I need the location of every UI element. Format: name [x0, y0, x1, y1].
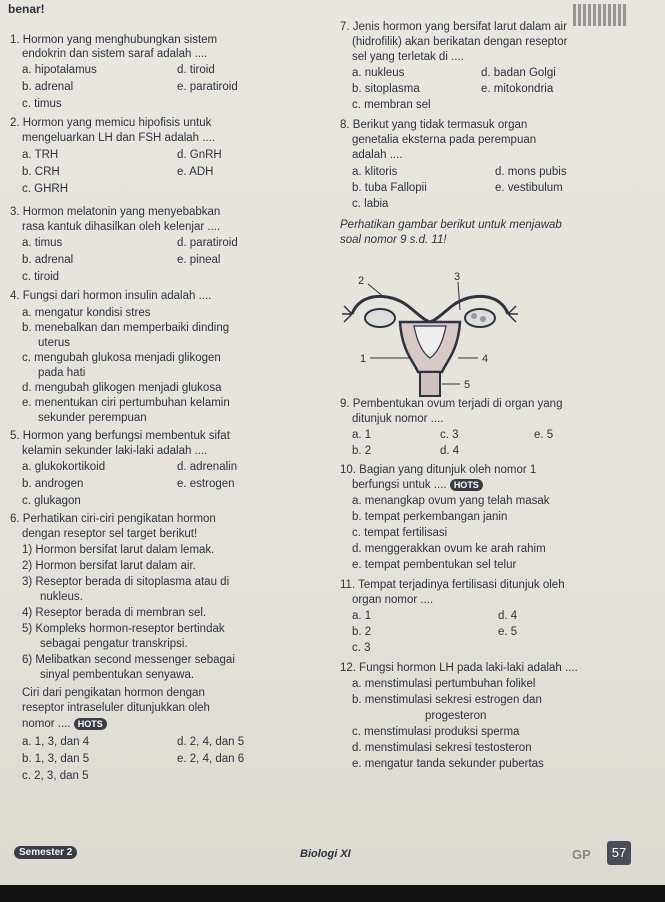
text-line: [177, 165, 213, 179]
text-line: [177, 236, 238, 250]
text-line: [177, 477, 235, 491]
text-line: [340, 218, 562, 232]
text-line-content: a. TRH: [22, 149, 59, 161]
text-line: [22, 253, 73, 267]
text-line-content: e. ADH: [177, 166, 214, 178]
text-line: [340, 233, 447, 247]
text-line-content: b. menebalkan dan memperbaiki dinding: [22, 322, 230, 334]
text-line-content: d. adrenalin: [177, 461, 238, 473]
text-line: [177, 253, 220, 267]
text-line: [10, 33, 217, 47]
text-line-content: a. glukokortikoid: [22, 461, 106, 473]
text-line-content: d. 4: [440, 445, 460, 457]
text-line-content: nukleus.: [40, 591, 83, 603]
text-line-content: 10. Bagian yang ditunjuk oleh nomor 1: [340, 464, 537, 476]
text-line: [352, 677, 535, 691]
text-line: [22, 351, 221, 365]
text-line-content: ditunjuk nomor ....: [352, 413, 444, 425]
text-line-content: d. paratiroid: [177, 237, 238, 249]
diagram-label-4: 4: [482, 353, 489, 365]
text-line: [22, 321, 229, 335]
text-line-content: c. membran sel: [352, 99, 431, 111]
page-number: 57: [607, 841, 631, 865]
text-line: [177, 148, 222, 162]
text-line-content: b. tempat perkembangan janin: [352, 511, 508, 523]
text-line: [40, 668, 194, 682]
text-line: [22, 575, 229, 589]
text-line-content: e. vestibulum: [495, 182, 563, 194]
text-line-content: b. menstimulasi sekresi estrogen dan: [352, 694, 542, 706]
text-line: [22, 236, 62, 250]
text-line: [352, 428, 371, 442]
text-line-content: rasa kantuk dihasilkan oleh kelenjar ....: [22, 221, 221, 233]
text-line: [340, 578, 565, 592]
text-line: [22, 752, 89, 766]
text-line: [22, 653, 235, 667]
text-line: [352, 50, 464, 64]
text-line: [177, 63, 215, 77]
text-line: [22, 63, 97, 77]
text-line: [177, 460, 237, 474]
text-line-content: soal nomor 9 s.d. 11!: [340, 234, 447, 246]
text-line: [352, 98, 431, 112]
text-line-content: Ciri dari pengikatan hormon dengan: [22, 687, 205, 699]
text-line-content: b. CRH: [22, 166, 60, 178]
text-line-content: e. mengatur tanda sekunder pubertas: [352, 758, 544, 770]
diagram-label-5: 5: [464, 379, 471, 391]
text-line-content: a. 1: [352, 429, 372, 441]
text-line-content: a. 1: [352, 610, 372, 622]
text-line: [22, 381, 221, 395]
text-line: [352, 542, 546, 556]
text-line-content: 3) Reseptor berada di sitoplasma atau di: [22, 576, 230, 588]
text-line-content: e. tempat pembentukan sel telur: [352, 559, 517, 571]
text-line-content: c. labia: [352, 198, 389, 210]
text-line-content: 3. Hormon melatonin yang menyebabkan: [10, 206, 221, 218]
text-line: [10, 289, 211, 303]
text-line: [352, 510, 507, 524]
text-line: [22, 270, 59, 284]
text-line: [22, 148, 58, 162]
text-line-content: nomor ....: [22, 718, 74, 730]
text-line-content: b. adrenal: [22, 254, 74, 266]
text-line: [440, 444, 459, 458]
diagram-label-1: 1: [360, 353, 367, 365]
text-line-content: b. 2: [352, 626, 372, 638]
text-line-content: b. sitoplasma: [352, 83, 420, 95]
text-line-content: d. tiroid: [177, 64, 215, 76]
semester-badge: Semester 2: [14, 846, 77, 859]
text-line: [22, 686, 205, 700]
text-line-content: 2) Hormon bersifat larut dalam air.: [22, 560, 196, 572]
text-line-content: mengeluarkan LH dan FSH adalah ....: [22, 132, 216, 144]
diagram-label-3: 3: [454, 271, 461, 283]
text-line-content: b. 1, 3, dan 5: [22, 753, 90, 765]
text-line: [22, 543, 214, 557]
text-line: [177, 735, 244, 749]
text-line-content: progesteron: [425, 710, 487, 722]
text-line-content: 9. Pembentukan ovum terjadi di organ yang: [340, 398, 563, 410]
text-line: [340, 661, 578, 675]
text-line: [352, 494, 550, 508]
text-line: [40, 637, 188, 651]
text-line: [352, 181, 427, 195]
text-line-content: (hidrofilik) akan berikatan dengan reseptor: [352, 36, 568, 48]
text-line-content: a. menangkap ovum yang telah masak: [352, 495, 550, 507]
text-line-content: a. nukleus: [352, 67, 405, 79]
text-line-content: 12. Fungsi hormon LH pada laki-laki adalah ....: [340, 662, 578, 674]
text-line: [22, 460, 105, 474]
text-line-content: d. menstimulasi sekresi testosteron: [352, 742, 532, 754]
text-line: [481, 82, 553, 96]
text-line: [22, 559, 196, 573]
text-line-content: a. klitoris: [352, 166, 398, 178]
text-line-content: c. GHRH: [22, 183, 68, 195]
text-line-content: 6) Melibatkan second messenger sebagai: [22, 654, 235, 666]
text-line: [352, 641, 371, 655]
bottom-edge: [0, 885, 665, 902]
text-line-content: c. tiroid: [22, 271, 60, 283]
text-line-content: kelamin sekunder laki-laki adalah ....: [22, 445, 208, 457]
text-line-content: e. 2, 4, dan 6: [177, 753, 245, 765]
text-line: [352, 757, 544, 771]
text-line-content: 8. Berikut yang tidak termasuk organ: [340, 119, 528, 131]
text-line-content: a. mengatur kondisi stres: [22, 307, 151, 319]
text-line-content: c. 3: [440, 429, 459, 441]
text-line-content: c. menstimulasi produksi sperma: [352, 726, 520, 738]
text-line: [425, 709, 486, 723]
text-line: [38, 366, 85, 380]
text-line-content: e. 5: [534, 429, 554, 441]
text-line: [22, 131, 215, 145]
text-line: [177, 80, 238, 94]
text-line-content: e. pineal: [177, 254, 221, 266]
text-line-content: d. 2, 4, dan 5: [177, 736, 245, 748]
text-line-content: b. androgen: [22, 478, 84, 490]
text-line-content: sekunder perempuan: [38, 412, 147, 424]
text-line: [340, 397, 562, 411]
text-line-content: pada hati: [38, 367, 86, 379]
text-line-content: d. 4: [498, 610, 518, 622]
qr-code-icon: [573, 4, 627, 26]
text-line-content: dengan reseptor sel target berikut!: [22, 528, 198, 540]
text-line-content: 7. Jenis hormon yang bersifat larut dalam air: [340, 21, 567, 33]
text-line: [481, 66, 556, 80]
text-line: [352, 609, 371, 623]
text-line: [352, 558, 516, 572]
text-line-content: berfungsi untuk ....: [352, 479, 450, 491]
text-line-content: c. timus: [22, 98, 62, 110]
text-line-content: d. mons pubis: [495, 166, 567, 178]
footer-subject: Biologi XI: [300, 848, 351, 860]
text-line: [22, 477, 83, 491]
text-line-content: d. mengubah glikogen menjadi glukosa: [22, 382, 222, 394]
text-line-content: c. tempat fertilisasi: [352, 527, 448, 539]
text-line: [352, 593, 433, 607]
text-line-content: endokrin dan sistem saraf adalah ....: [22, 48, 208, 60]
text-line-content: 4) Reseptor berada di membran sel.: [22, 607, 207, 619]
text-line: [10, 205, 220, 219]
text-line-content: 1. Hormon yang menghubungkan sistem: [10, 34, 218, 46]
text-line-content: c. 2, 3, dan 5: [22, 770, 89, 782]
text-line-content: b. tuba Fallopii: [352, 182, 427, 194]
text-line: [38, 336, 70, 350]
text-line-content: 11. Tempat terjadinya fertilisasi ditunjuk oleh: [340, 579, 565, 591]
text-line-content: sel yang terletak di ....: [352, 51, 464, 63]
text-line: [352, 625, 371, 639]
text-line: [22, 220, 220, 234]
text-line-content: a. hipotalamus: [22, 64, 97, 76]
text-line: [22, 717, 107, 731]
text-line-content: c. 3: [352, 642, 371, 654]
text-line: [22, 701, 210, 715]
text-line: [498, 609, 517, 623]
text-line: [340, 20, 567, 34]
text-line-content: uterus: [38, 337, 70, 349]
text-line-content: c. glukagon: [22, 495, 81, 507]
text-line: [498, 625, 517, 639]
text-line-content: sinyal pembentukan senyawa.: [40, 669, 195, 681]
text-line-content: adalah ....: [352, 149, 403, 161]
text-line: [40, 590, 83, 604]
text-line: [352, 197, 388, 211]
text-line: [22, 606, 206, 620]
text-line-content: reseptor intraseluler ditunjukkan oleh: [22, 702, 210, 714]
text-line: [10, 512, 216, 526]
hots-badge: HOTS: [74, 718, 107, 730]
text-line-content: b. 2: [352, 445, 372, 457]
diagram-label-2: 2: [358, 275, 365, 287]
text-line: [38, 411, 147, 425]
text-line: [495, 165, 567, 179]
text-line-content: 6. Perhatikan ciri-ciri pengikatan hormon: [10, 513, 216, 525]
text-line: [10, 429, 230, 443]
text-line: [22, 444, 207, 458]
text-line: [22, 165, 60, 179]
text-line: [352, 148, 403, 162]
text-line-content: 2. Hormon yang memicu hipofisis untuk: [10, 117, 212, 129]
text-line-content: d. badan Golgi: [481, 67, 556, 79]
text-line-content: e. menentukan ciri pertumbuhan kelamin: [22, 397, 230, 409]
text-line: [352, 478, 483, 492]
page-header-text: benar!: [8, 2, 45, 16]
text-line: [352, 165, 397, 179]
text-line-content: b. adrenal: [22, 81, 74, 93]
text-line-content: d. menggerakkan ovum ke arah rahim: [352, 543, 546, 555]
text-line: [352, 444, 371, 458]
text-line: [22, 97, 62, 111]
text-line-content: d. GnRH: [177, 149, 222, 161]
text-line: [22, 47, 207, 61]
text-line: [22, 527, 197, 541]
publisher-logo: GP: [572, 847, 591, 862]
text-line: [352, 35, 567, 49]
text-line: [340, 118, 527, 132]
text-line-content: c. mengubah glukosa menjadi glikogen: [22, 352, 221, 364]
text-line: [534, 428, 553, 442]
text-line: [177, 752, 244, 766]
text-line: [22, 80, 73, 94]
text-line: [22, 735, 89, 749]
text-line-content: 5. Hormon yang berfungsi membentuk sifat: [10, 430, 230, 442]
text-line: [22, 769, 89, 783]
text-line: [22, 494, 81, 508]
text-line-content: organ nomor ....: [352, 594, 434, 606]
uterus-diagram: [340, 262, 520, 397]
text-line: [440, 428, 459, 442]
text-line: [340, 463, 536, 477]
text-line: [22, 622, 225, 636]
text-line: [352, 526, 447, 540]
text-line-content: e. estrogen: [177, 478, 235, 490]
text-line: [352, 133, 536, 147]
text-line: [10, 116, 211, 130]
text-line: [352, 725, 519, 739]
text-line: [352, 66, 404, 80]
text-line-content: e. mitokondria: [481, 83, 554, 95]
text-line-content: a. menstimulasi pertumbuhan folikel: [352, 678, 536, 690]
text-line-content: e. 5: [498, 626, 518, 638]
text-line-content: 1) Hormon bersifat larut dalam lemak.: [22, 544, 215, 556]
text-line: [495, 181, 563, 195]
text-line-content: 5) Kompleks hormon-reseptor bertindak: [22, 623, 225, 635]
text-line: [22, 396, 230, 410]
text-line-content: sebagai pengatur transkripsi.: [40, 638, 188, 650]
text-line: [352, 412, 443, 426]
text-line-content: e. paratiroid: [177, 81, 238, 93]
text-line-content: a. 1, 3, dan 4: [22, 736, 90, 748]
text-line: [352, 82, 420, 96]
text-line: [22, 306, 150, 320]
hots-badge: HOTS: [450, 479, 483, 491]
text-line: [352, 741, 532, 755]
text-line-content: Perhatikan gambar berikut untuk menjawab: [340, 219, 562, 231]
text-line-content: 4. Fungsi dari hormon insulin adalah ....: [10, 290, 212, 302]
text-line: [352, 693, 542, 707]
text-line-content: a. timus: [22, 237, 63, 249]
text-line-content: genetalia eksterna pada perempuan: [352, 134, 537, 146]
text-line: [22, 182, 68, 196]
